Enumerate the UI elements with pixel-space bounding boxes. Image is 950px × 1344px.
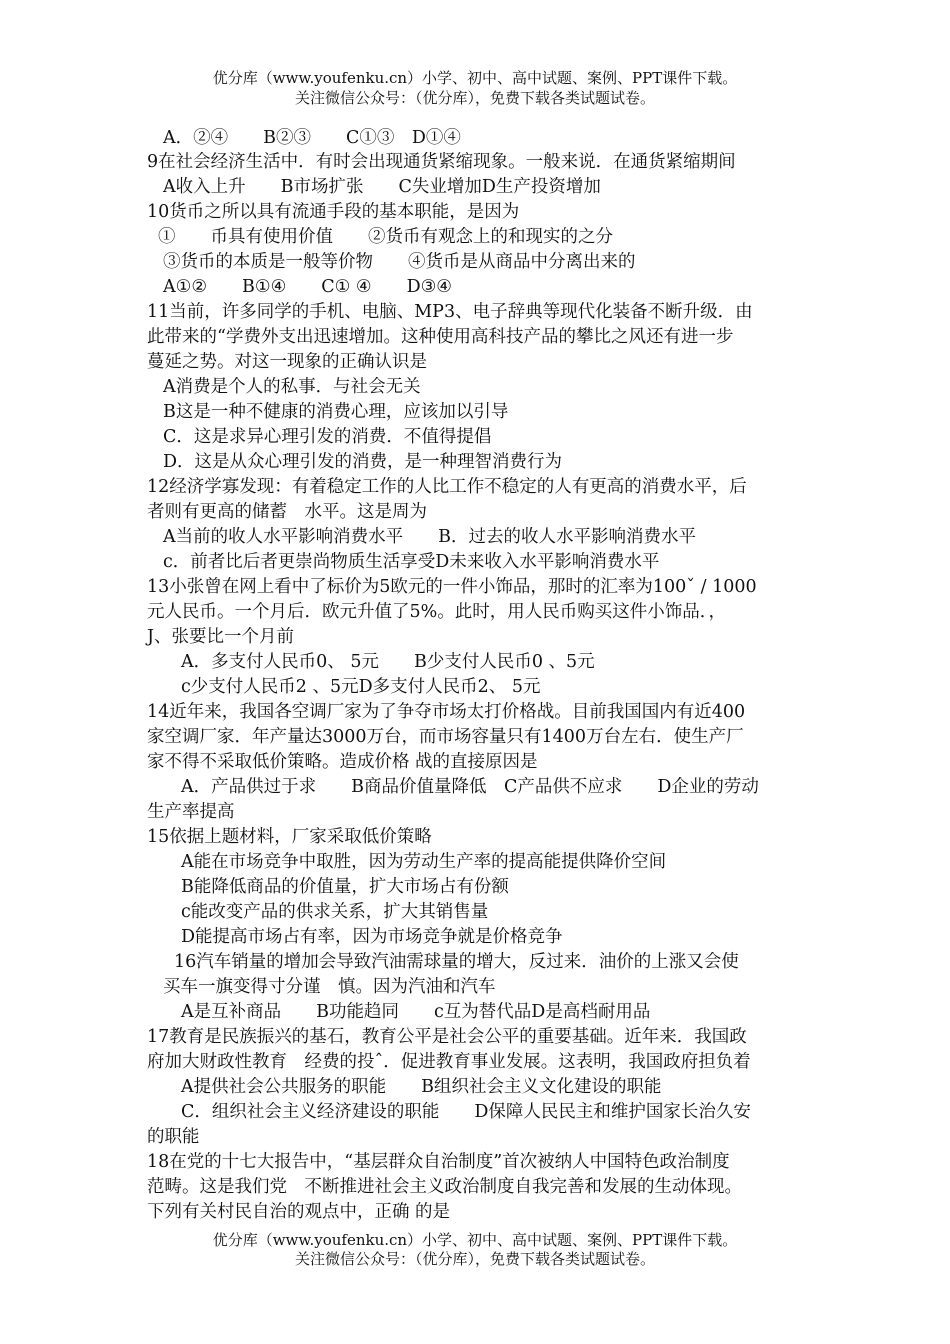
text-line: A能在市场竞争中取胜，因为劳动生产率的提高能提供降价空间	[181, 852, 667, 872]
text-line: D能提高市场占有率，因为市场竞争就是价格竞争	[181, 927, 563, 947]
text-line: 9在社会经济生活中．有时会出现通货紧缩现象。一般来说．在通货紧缩期间	[147, 152, 736, 172]
text-line: 家不得不采取低价策略。造成价格 战的直接原因是	[147, 752, 538, 772]
text-line: 18在党的十七大报告中，“基层群众自治制度”首次被纳人中国特色政治制度	[147, 1152, 730, 1172]
text-line: 买车一旗变得寸分谨 慎。因为汽油和汽车	[163, 977, 496, 997]
text-line: 13小张曾在网上看中了标价为5欧元的一件小饰品，那时的汇率为100ˇ / 1000	[147, 577, 757, 597]
text-line: 的职能	[147, 1127, 200, 1147]
text-line: c．前者比后者更崇尚物质生活享受D未来收入水平影响消费水平	[163, 552, 660, 572]
footer-line-2: 关注微信公众号：（优分库），免费下载各类试题试卷。	[294, 1250, 655, 1268]
text-line: A当前的收人水平影响消费水平 B．过去的收人水平影响消费水平	[163, 527, 696, 547]
text-line: 10货币之所以具有流通手段的基本职能，是因为	[147, 202, 520, 222]
text-line: 蔓延之势。对这一现象的正确认识是	[147, 352, 427, 372]
text-line: A是互补商品 B功能趋同 c互为替代品D是高档耐用品	[181, 1002, 651, 1022]
text-line: A①② B①④ C① ④ D③④	[163, 277, 452, 297]
header-line-2: 关注微信公众号：（优分库），免费下载各类试题试卷。	[294, 89, 655, 107]
text-line: 17教育是民族振兴的基石，教育公平是社会公平的重要基础。近年来．我国政	[147, 1027, 747, 1047]
text-line: A．产品供过于求 B商品价值量降低 C产品供不应求 D企业的劳动	[181, 777, 759, 797]
text-line: 家空调厂家．年产量达3000万台，而市场容量只有1400万台左右．使生产厂	[147, 727, 744, 747]
text-line: 12经济学寡发现：有着稳定工作的人比工作不稳定的人有更高的消费水平，后	[147, 477, 747, 497]
text-line: B能降低商品的价值量，扩大市场占有份额	[181, 877, 509, 897]
text-line: 府加大财政性教育 经费的投ˆ．促进教育事业发展。这表明，我国政府担负着	[147, 1052, 751, 1072]
text-line: 者则有更高的储蓄 水平。这是周为	[147, 502, 427, 522]
text-line: 下列有关村民自治的观点中，正确 的是	[147, 1202, 451, 1222]
text-line: 14近年来，我国各空调厂家为了争夺市场太打价格战。目前我国国内有近400	[147, 702, 746, 722]
text-line: C．组织社会主义经济建设的职能 D保障人民民主和维护国家长治久安	[181, 1102, 751, 1122]
text-line: A收入上升 B市场扩张 C失业增加D生产投资增加	[163, 177, 601, 197]
text-line: ③货币的本质是一般等价物 ④货币是从商品中分离出来的	[163, 252, 636, 272]
text-line: C．这是求异心理引发的消费．不值得提倡	[163, 427, 492, 447]
text-line: c能改变产品的供求关系，扩大其销售量	[181, 902, 489, 922]
text-line: ① 币具有使用价值 ②货币有观念上的和现实的之分	[158, 227, 613, 247]
text-line: 此带来的“学费外支出迅速增加。这种使用高科技产品的攀比之风还有进一步	[147, 327, 734, 347]
footer-line-1: 优分库（www.youfenku.cn）小学、初中、高中试题、案例、PPT课件下载。	[212, 1231, 738, 1249]
text-line: 生产率提高	[147, 802, 235, 822]
text-line: 范畴。这是我们党 不断推进社会主义政治制度自我完善和发展的生动体现。	[147, 1177, 742, 1197]
text-line: c少支付人民币2 、5元D多支付人民币2、 5元	[181, 677, 541, 697]
header-line-1: 优分库（www.youfenku.cn）小学、初中、高中试题、案例、PPT课件下载。	[212, 69, 738, 87]
text-line: A消费是个人的私事．与社会无关	[163, 377, 421, 397]
text-line: 元人民币。一个月后．欧元升值了5%。此时，用人民币购买这件小饰品．，	[147, 602, 727, 622]
text-line: 16汽车销量的增加会导致汽油需球量的增大，反过来．油价的上涨又会使	[174, 952, 739, 972]
text-line: 11当前，许多同学的手机、电脑、MP3、电子辞典等现代化装备不断升级．由	[147, 302, 753, 322]
text-line: B这是一种不健康的消费心理，应该加以引导	[163, 402, 509, 422]
text-line: A．②④ B②③ C①③ D①④	[163, 128, 461, 148]
text-line: A提供社会公共服务的职能 B组织社会主义文化建设的职能	[181, 1077, 662, 1097]
text-line: 15依据上题材料，厂家采取低价策略	[147, 827, 432, 847]
text-line: J、张要比一个月前	[147, 627, 295, 647]
text-line: D．这是从众心理引发的消费，是一种理智消费行为	[163, 452, 563, 472]
text-line: A．多支付人民币0、 5元 B少支付人民币0 、5元	[181, 652, 595, 672]
